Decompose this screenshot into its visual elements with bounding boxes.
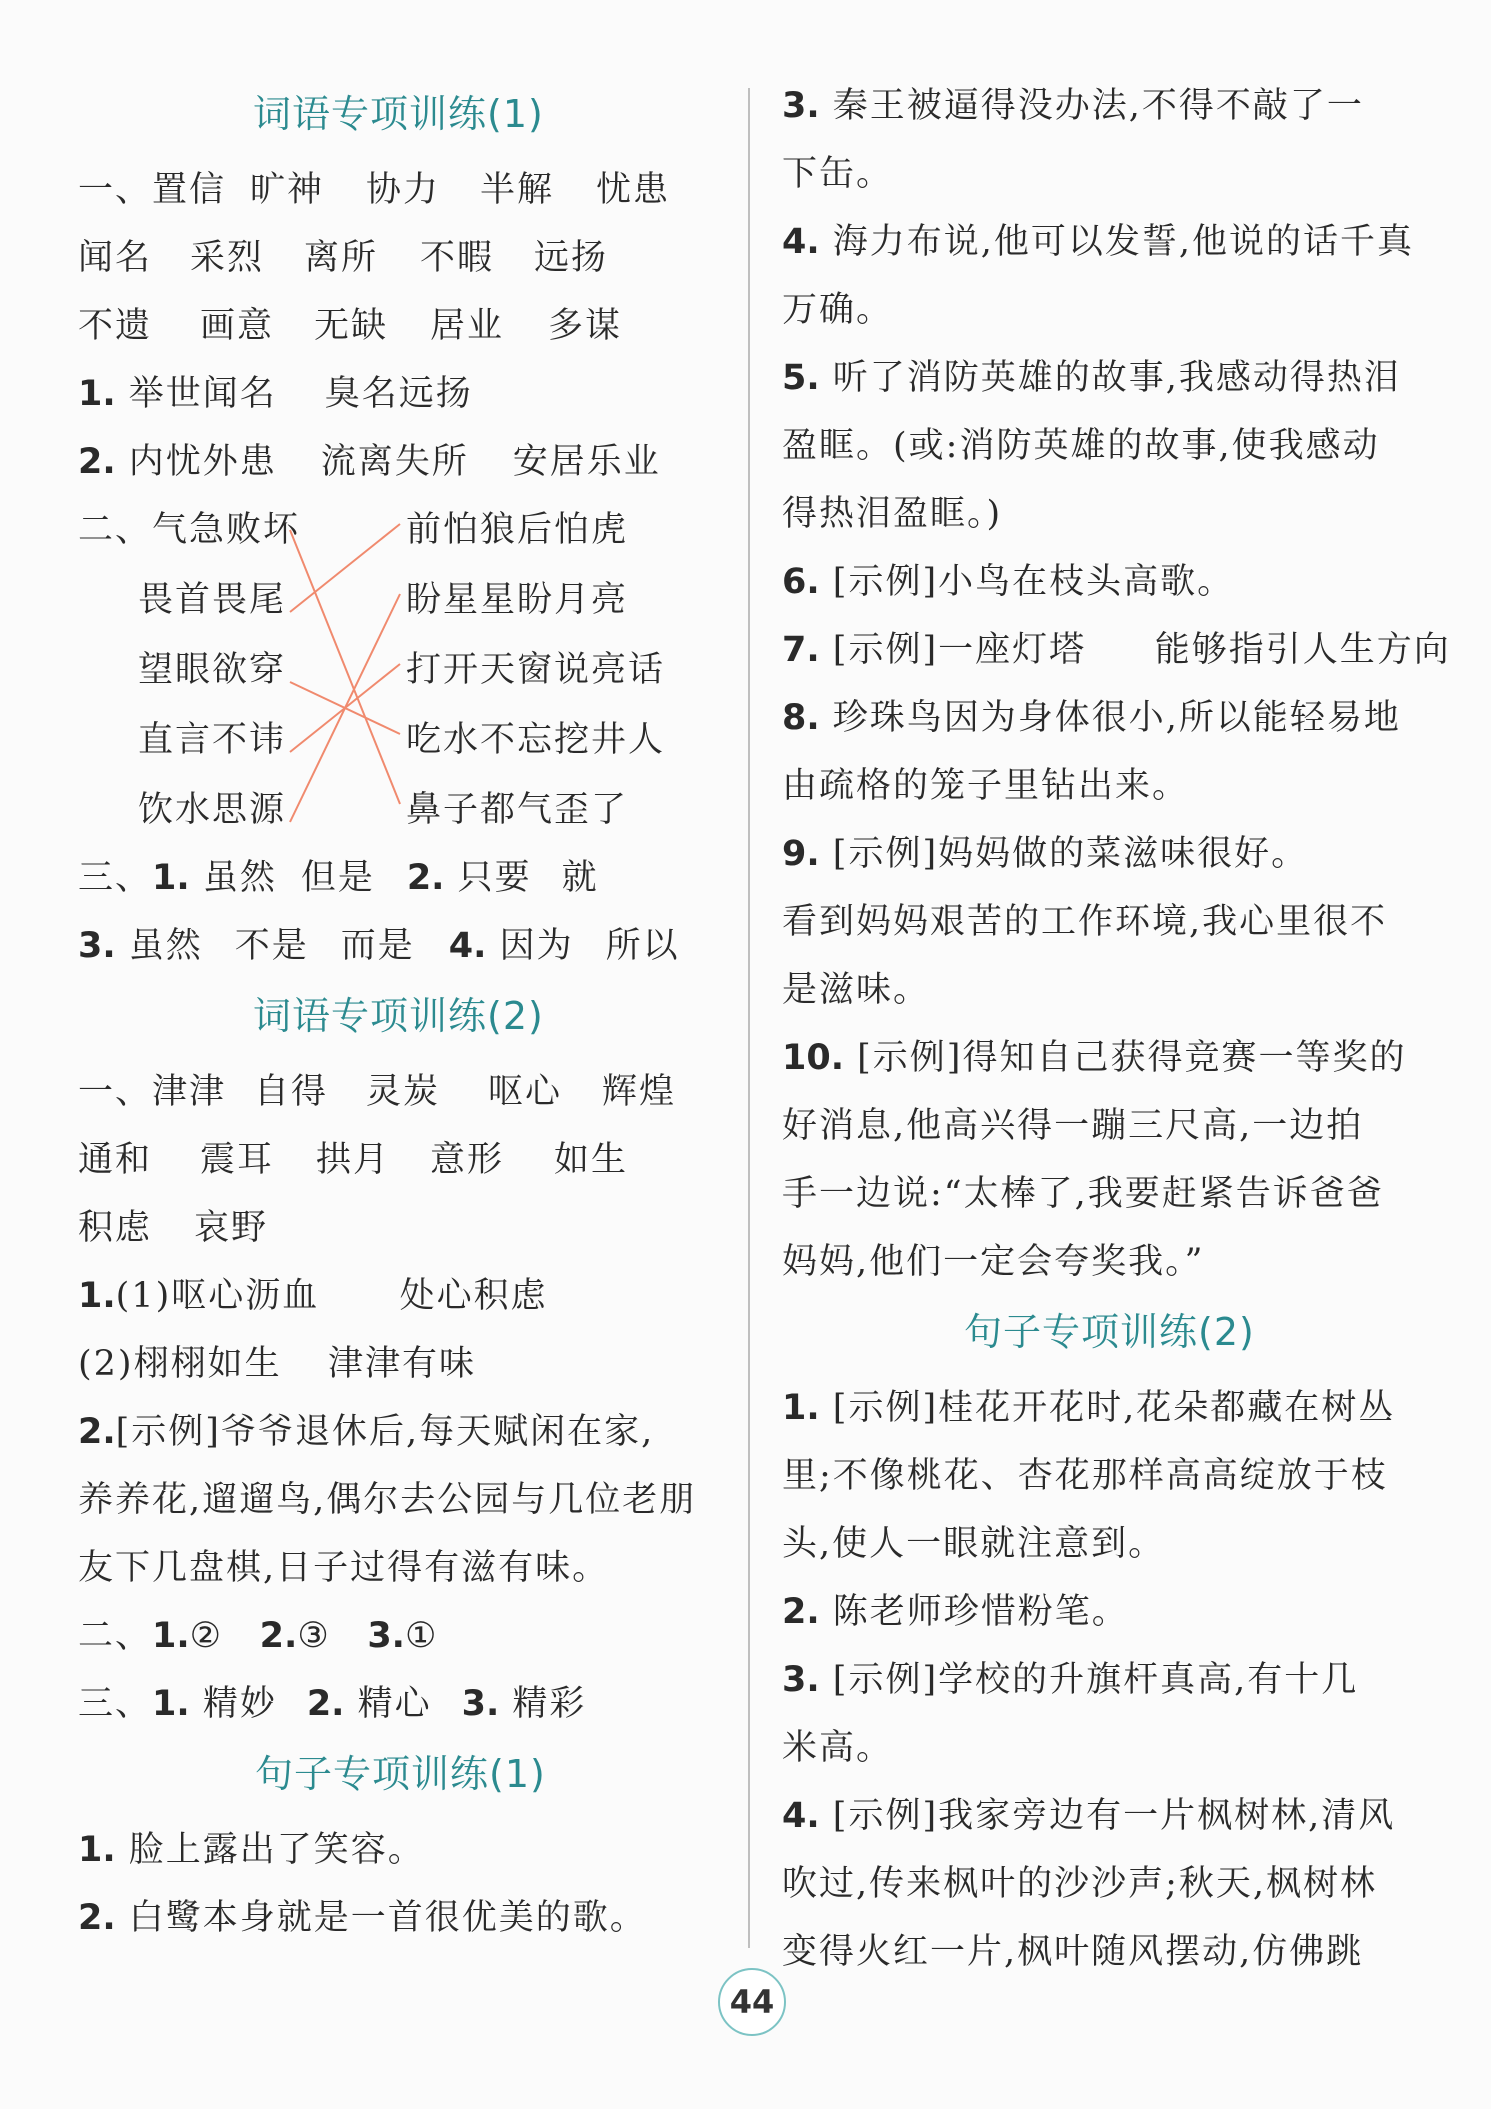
answer-line: 手一边说:“太棒了,我要赶紧告诉爸爸 (782, 1174, 1384, 1214)
answer-line: 9. [示例]妈妈做的菜滋味很好。 (782, 834, 1309, 874)
answer-line: 3. [示例]学校的升旗杆真高,有十几 (782, 1660, 1359, 1700)
answer-line: 2.[示例]爷爷退休后,每天赋闲在家, (78, 1412, 655, 1452)
answer-line: 积虑 哀野 (78, 1208, 269, 1248)
answer-line: 变得火红一片,枫叶随风摆动,仿佛跳 (782, 1932, 1364, 1972)
answer-line: 8. 珍珠鸟因为身体很小,所以能轻易地 (782, 698, 1401, 738)
answer-line: 1. 脸上露出了笑容。 (78, 1830, 425, 1870)
answer-line: 妈妈,他们一定会夸奖我。” (782, 1242, 1205, 1282)
answer-line: 2. 白鹭本身就是一首很优美的歌。 (78, 1898, 647, 1938)
answer-line: 5. 听了消防英雄的故事,我感动得热泪 (782, 358, 1401, 398)
match-right-item: 前怕狼后怕虎 (406, 510, 629, 550)
match-line-5 (290, 594, 400, 822)
answer-line: 10. [示例]得知自己获得竞赛一等奖的 (782, 1038, 1407, 1078)
answer-line: 1. [示例]桂花开花时,花朵都藏在树丛 (782, 1388, 1396, 1428)
answer-line: 下缶。 (782, 154, 894, 194)
answer-line: 友下几盘棋,日子过得有滋有味。 (78, 1548, 610, 1588)
section-heading-ciyu-2: 词语专项训练(2) (253, 994, 544, 1038)
match-right-item: 鼻子都气歪了 (406, 790, 629, 830)
answer-line: (2)栩栩如生 津津有味 (78, 1344, 477, 1384)
answer-line: 2. 陈老师珍惜粉笔。 (782, 1592, 1129, 1632)
match-left-item: 畏首畏尾 (138, 580, 287, 620)
answer-line: 盈眶。(或:消防英雄的故事,使我感动 (782, 426, 1380, 466)
section-heading-juzi-1: 句子专项训练(1) (255, 1752, 546, 1796)
answer-line: 3. 虽然 不是 而是 4. 因为 所以 (78, 926, 680, 966)
match-right-item: 吃水不忘挖井人 (406, 720, 666, 760)
match-left-item: 望眼欲穿 (138, 650, 287, 690)
page-number: 44 (718, 1968, 786, 2036)
answer-line: 1. 举世闻名 臭名远扬 (78, 374, 473, 414)
answer-line: 4. 海力布说,他可以发誓,他说的话千真 (782, 222, 1415, 262)
answer-line: 三、1. 虽然 但是 2. 只要 就 (78, 858, 599, 898)
answer-line: 7. [示例]一座灯塔 能够指引人生方向 (782, 630, 1451, 670)
answer-line: 通和 震耳 拱月 意形 如生 (78, 1140, 629, 1180)
answer-line: 养养花,遛遛鸟,偶尔去公园与几位老朋 (78, 1480, 697, 1520)
match-left-item: 二、气急败坏 (78, 510, 301, 550)
match-right-item: 盼星星盼月亮 (406, 580, 629, 620)
answer-line: 是滋味。 (782, 970, 931, 1010)
answer-line: 3. 秦王被逼得没办法,不得不敲了一 (782, 86, 1364, 126)
match-left-item: 饮水思源 (138, 790, 287, 830)
match-left-item: 直言不讳 (138, 720, 287, 760)
match-line-1 (290, 530, 400, 804)
answer-line: 好消息,他高兴得一蹦三尺高,一边拍 (782, 1106, 1364, 1146)
section-heading-juzi-2: 句子专项训练(2) (964, 1310, 1255, 1354)
answer-line: 4. [示例]我家旁边有一片枫树林,清风 (782, 1796, 1396, 1836)
match-line-2 (290, 524, 400, 612)
answer-line: 头,使人一眼就注意到。 (782, 1524, 1166, 1564)
answer-line: 里;不像桃花、杏花那样高高绽放于枝 (782, 1456, 1388, 1496)
section-heading-ciyu-1: 词语专项训练(1) (253, 92, 544, 136)
answer-line: 米高。 (782, 1728, 894, 1768)
answer-line: 吹过,传来枫叶的沙沙声;秋天,枫树林 (782, 1864, 1378, 1904)
column-divider (748, 88, 750, 1948)
answer-line: 三、1. 精妙 2. 精心 3. 精彩 (78, 1684, 587, 1724)
match-right-item: 打开天窗说亮话 (406, 650, 666, 690)
answer-line: 一、津津 自得 灵炭 呕心 辉煌 (78, 1072, 677, 1112)
answer-line: 得热泪盈眶。) (782, 494, 1003, 534)
answer-line: 闻名 采烈 离所 不暇 远扬 (78, 238, 609, 278)
answer-line: 万确。 (782, 290, 894, 330)
answer-line: 由疏格的笼子里钻出来。 (782, 766, 1190, 806)
answer-line: 不遗 画意 无缺 居业 多谋 (78, 306, 623, 346)
answer-line: 一、置信 旷神 协力 半解 忧患 (78, 170, 671, 210)
answer-line: 看到妈妈艰苦的工作环境,我心里很不 (782, 902, 1388, 942)
answer-line: 二、1.② 2.③ 3.① (78, 1616, 439, 1656)
answer-line: 1.(1)呕心沥血 处心积虑 (78, 1276, 548, 1316)
answer-line: 2. 内忧外患 流离失所 安居乐业 (78, 442, 661, 482)
answer-line: 6. [示例]小鸟在枝头高歌。 (782, 562, 1235, 602)
